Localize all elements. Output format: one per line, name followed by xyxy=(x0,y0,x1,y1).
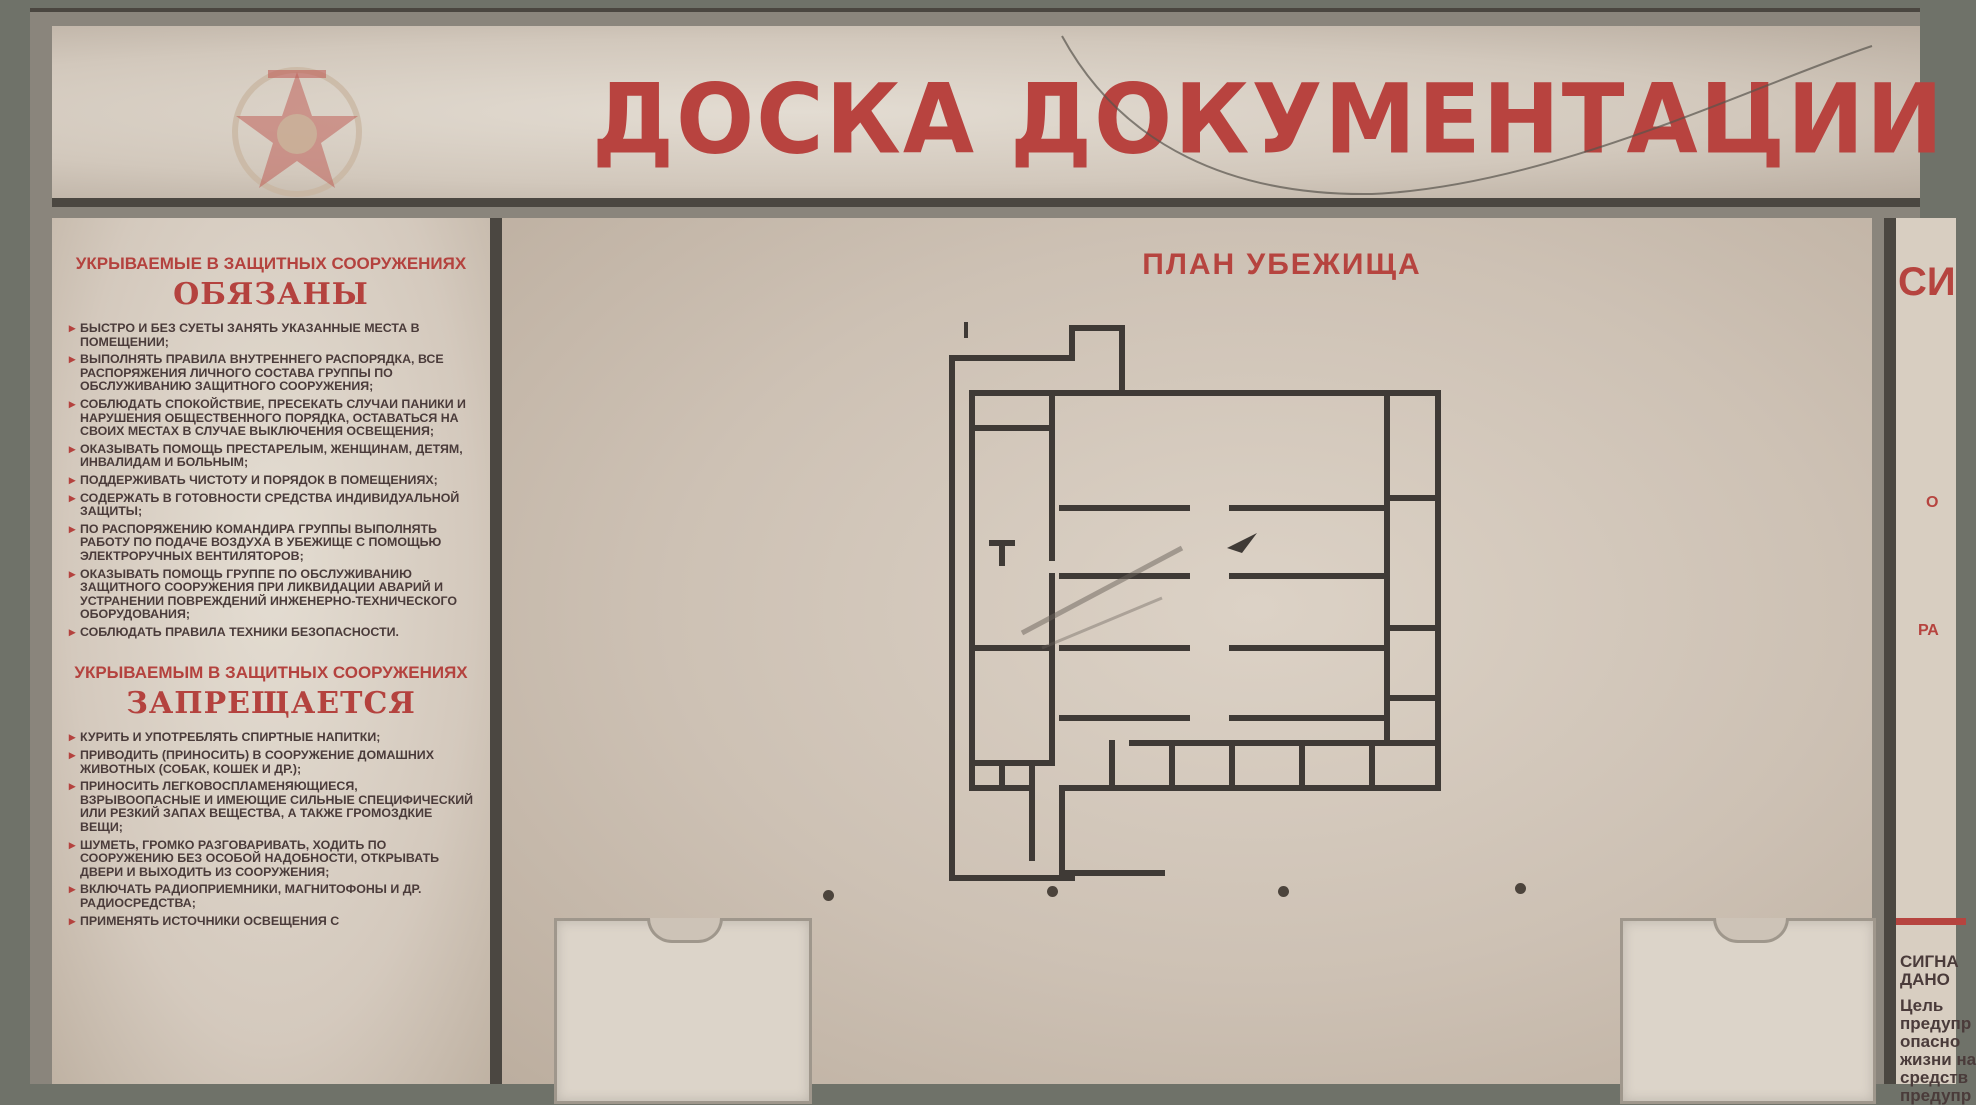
documentation-board xyxy=(30,8,1976,1105)
purpose-line: Цель xyxy=(1900,996,1944,1015)
prohibition-item: ▸ ПРИМЕНЯТЬ ИСТОЧНИКИ ОСВЕЩЕНИЯ С xyxy=(72,915,476,929)
purpose-line: средств xyxy=(1900,1068,1969,1087)
prohibition-item: ▸ ПРИНОСИТЬ ЛЕГКОВОСПЛАМЕНЯЮЩИЕСЯ, ВЗРЫВООПАСНЫЕ И ИМЕЮЩИЕ СИЛЬНЫЕ СПЕЦИФИЧЕСКИЙ ИЛИ РЕЗКИЙ ЗАПАХ ВЕЩЕСТВА, А ТАКЖЕ ГРОМОЗДКИЕ ВЕЩИ; xyxy=(72,780,476,834)
prohibition-item: ▸ ШУМЕТЬ, ГРОМКО РАЗГОВАРИВАТЬ, ХОДИТЬ ПО СООРУЖЕНИЮ БЕЗ ОСОБОЙ НАДОБНОСТИ, ОТКРЫВАТЬ ДВЕРИ И ВЫХОДИТЬ ИЗ СООРУЖЕНИЯ; xyxy=(72,839,476,880)
signals-panel xyxy=(1884,218,1976,1105)
glass-crack-line xyxy=(52,26,1946,198)
board-title: ДОСКА ДОКУМЕНТАЦИИ xyxy=(592,63,1946,176)
signal-line: ДАНО xyxy=(1900,970,1950,989)
prohibition-item: ▸ ПРИВОДИТЬ (ПРИНОСИТЬ) В СООРУЖЕНИЕ ДОМАШНИХ ЖИВОТНЫХ (СОБАК, КОШЕК И ДР.); xyxy=(72,749,476,776)
purpose-line: предупр xyxy=(1900,1086,1972,1105)
purpose-line: опасно xyxy=(1900,1032,1961,1051)
shelter-plan-panel xyxy=(502,218,1872,1084)
pocket-notch xyxy=(647,918,723,943)
document-pocket-right[interactable] xyxy=(1620,918,1876,1104)
obligation-item: ▸ ОКАЗЫВАТЬ ПОМОЩЬ ПРЕСТАРЕЛЫМ, ЖЕНЩИНАМ, ДЕТЯМ, ИНВАЛИДАМ И БОЛЬНЫМ; xyxy=(72,443,476,470)
plan-stair-shaft xyxy=(1072,328,1122,393)
pocket-notch xyxy=(1713,918,1789,943)
prohibitions-list xyxy=(52,731,490,928)
prohibitions-heading: УКРЫВАЕМЫМ В ЗАЩИТНЫХ СООРУЖЕНИЯХ xyxy=(74,663,468,683)
prohibition-item: ▸ ВКЛЮЧАТЬ РАДИОПРИЕМНИКИ, МАГНИТОФОНЫ И ДР. РАДИОСРЕДСТВА; xyxy=(72,883,476,910)
obligation-item: ▸ СОБЛЮДАТЬ ПРАВИЛА ТЕХНИКИ БЕЗОПАСНОСТИ. xyxy=(72,626,476,640)
mounting-pin xyxy=(1047,886,1058,897)
obligation-item: ▸ ПОДДЕРЖИВАТЬ ЧИСТОТУ И ПОРЯДОК В ПОМЕЩЕНИЯХ; xyxy=(72,474,476,488)
signals-text-fragment: О xyxy=(1926,494,1939,511)
mounting-pin xyxy=(1278,886,1289,897)
prohibitions-title: ЗАПРЕЩАЕТСЯ xyxy=(126,686,416,722)
shelter-floor-plan xyxy=(932,318,1452,878)
board-header xyxy=(52,26,1946,207)
obligations-title: ОБЯЗАНЫ xyxy=(173,277,369,312)
document-pocket-left[interactable] xyxy=(554,918,812,1104)
purpose-line: жизни на xyxy=(1900,1050,1976,1069)
signals-divider xyxy=(1896,918,1966,925)
obligation-item: ▸ ПО РАСПОРЯЖЕНИЮ КОМАНДИРА ГРУППЫ ВЫПОЛНЯТЬ РАБОТУ ПО ПОДАЧЕ ВОЗДУХА В УБЕЖИЩЕ С ПОМОЩЬЮ ЭЛЕКТРОРУЧНЫХ ВЕНТИЛЯТОРОВ; xyxy=(72,523,476,564)
obligation-item: ▸ СОДЕРЖАТЬ В ГОТОВНОСТИ СРЕДСТВА ИНДИВИДУАЛЬНОЙ ЗАЩИТЫ; xyxy=(72,492,476,519)
obligation-item: ▸ СОБЛЮДАТЬ СПОКОЙСТВИЕ, ПРЕСЕКАТЬ СЛУЧАИ ПАНИКИ И НАРУШЕНИЯ ОБЩЕСТВЕННОГО ПОРЯДКА, ОСТАВАТЬСЯ НА СВОИХ МЕСТАХ В СЛУЧАЕ ВЫКЛЮЧЕНИЯ ОСВЕЩЕНИЯ; xyxy=(72,398,476,439)
obligation-item: ▸ ОКАЗЫВАТЬ ПОМОЩЬ ГРУППЕ ПО ОБСЛУЖИВАНИЮ ЗАЩИТНОГО СООРУЖЕНИЯ ПРИ ЛИКВИДАЦИИ АВАРИЙ И УСТРАНЕНИИ ПОВРЕЖДЕНИЙ ИНЖЕНЕРНО-ТЕХНИЧЕСКОГО ОБОРУДОВАНИЯ; xyxy=(72,568,476,622)
obligation-item: ▸ БЫСТРО И БЕЗ СУЕТЫ ЗАНЯТЬ УКАЗАННЫЕ МЕСТА В ПОМЕЩЕНИИ; xyxy=(72,322,476,349)
plan-title: ПЛАН УБЕЖИЩА xyxy=(1142,248,1422,281)
purpose-line: предупр xyxy=(1900,1014,1972,1033)
signals-title-fragment: СИ xyxy=(1898,260,1956,304)
obligation-item: ▸ ВЫПОЛНЯТЬ ПРАВИЛА ВНУТРЕННЕГО РАСПОРЯДКА, ВСЕ РАСПОРЯЖЕНИЯ ЛИЧНОГО СОСТАВА ГРУППЫ ПО ОБСЛУЖИВАНИЮ ЗАЩИТНОГО СООРУЖЕНИЯ; xyxy=(72,353,476,394)
signal-line: СИГНА xyxy=(1900,952,1959,971)
prohibition-item: ▸ КУРИТЬ И УПОТРЕБЛЯТЬ СПИРТНЫЕ НАПИТКИ; xyxy=(72,731,476,745)
mounting-pin xyxy=(1515,883,1526,894)
mounting-pin xyxy=(823,890,834,901)
obligations-heading: УКРЫВАЕМЫЕ В ЗАЩИТНЫХ СООРУЖЕНИЯХ xyxy=(75,254,467,273)
obligations-list xyxy=(52,322,490,639)
signals-text-fragment: РА xyxy=(1918,622,1939,639)
rules-panel xyxy=(52,218,502,1084)
